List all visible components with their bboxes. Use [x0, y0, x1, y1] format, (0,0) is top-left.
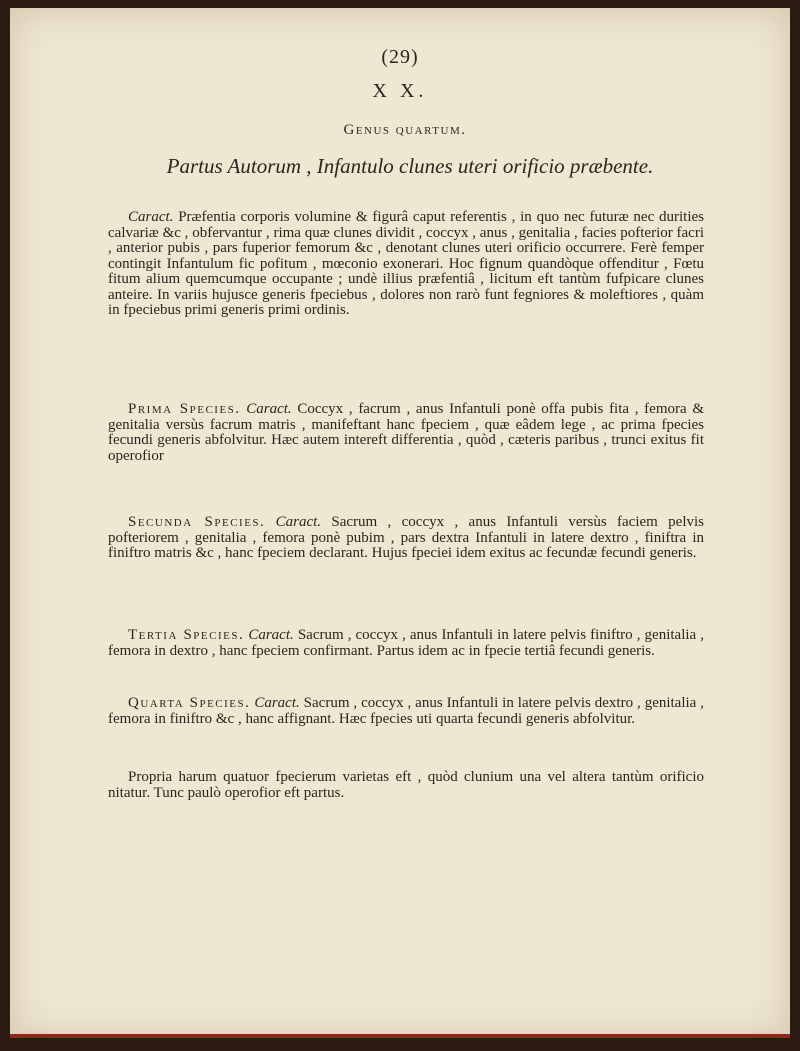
paragraph-varietas — [108, 770, 704, 801]
caract-label: Caract. — [275, 514, 322, 530]
caract-label: Caract. — [248, 627, 294, 643]
page-edge-bottom — [10, 1034, 790, 1038]
caract-label: Caract. — [246, 401, 292, 417]
paragraph-text: Sacrum , coccyx , anus Infantuli versùs faciem pelvis pofteriorem , genitalia , femora ponè pubim , pars dextra Infantuli in latere dextro , finiftra in finiftro matris &c , hanc fpeciem declarant. Hujus fpeciei idem exitus ac fecundæ fecundi generis. — [108, 514, 704, 561]
paragraph-quarta-species — [108, 696, 704, 727]
paragraph-secunda-species — [108, 515, 704, 562]
species-label: Prima Species. — [128, 401, 241, 417]
paragraph-text: Præfentia corporis volumine & figurâ caput referentis , in quo nec futuræ nec durities calvariæ &c , obfervantur , rima quæ clunes dividit , coccyx , anus , genitalia , facies pofterior facri , anterior pubis , pars fuperior femorum &c , denotant clunes uteri orificio occurrere. Ferè femper contingit Infantulum fic pofitum , mœconio exonerari. Hoc fignum quandòque offenditur , Fœtu fitum alium quemcumque occupante ; undè illius præfentiâ , licitum eft tantùm fufpicare clunes anteire. In variis hujusce generis fpeciebus , dolores non rarò funt fegniores & moleftiores , quàm in fpeciebus primi generis primi ordinis. — [108, 209, 705, 318]
paragraph-tertia-species — [108, 628, 704, 659]
species-label: Secunda Species. — [128, 514, 266, 530]
caract-label: Caract. — [254, 695, 300, 711]
species-label: Quarta Species. — [128, 695, 251, 711]
section-number: X X. — [372, 80, 428, 102]
paragraph-character — [108, 210, 704, 319]
caract-label: Caract. — [128, 209, 174, 225]
paragraph-text: Coccyx , facrum , anus Infantuli ponè offa pubis fita , femora & genitalia versùs facrum matris , manifeftant hanc fpeciem , quæ eâdem lege , ac prima fpecies fecundi generis abfolvitur. Hæc autem intereft differentia , quòd , cæteris paribus , trunci exitus fit operofior — [108, 401, 705, 464]
paragraph-prima-species — [108, 402, 704, 464]
paragraph-text: Sacrum , coccyx , anus Infantuli in latere pelvis finiftro , genitalia , femora in dextro , hanc fpeciem confirmant. Partus idem ac in fpecie tertiâ fecundi generis. — [108, 627, 705, 659]
species-label: Tertia Species. — [128, 627, 245, 643]
paragraph-text: Sacrum , coccyx , anus Infantuli in latere pelvis dextro , genitalia , femora in finiftro &c , hanc affignant. Hæc fpecies uti quarta fecundi generis abfolvitur. — [108, 695, 705, 727]
genus-heading: Genus quartum. — [343, 122, 467, 138]
paragraph-text: Propria harum quatuor fpecierum varietas eft , quòd clunium una vel altera tantùm orificio nitatur. Tunc paulò operofior eft partus. — [108, 769, 704, 801]
book-page — [10, 8, 790, 1038]
subtitle: Partus Autorum , Infantulo clunes uteri orificio præbente. — [166, 154, 654, 178]
page-number: (29) — [381, 46, 419, 68]
